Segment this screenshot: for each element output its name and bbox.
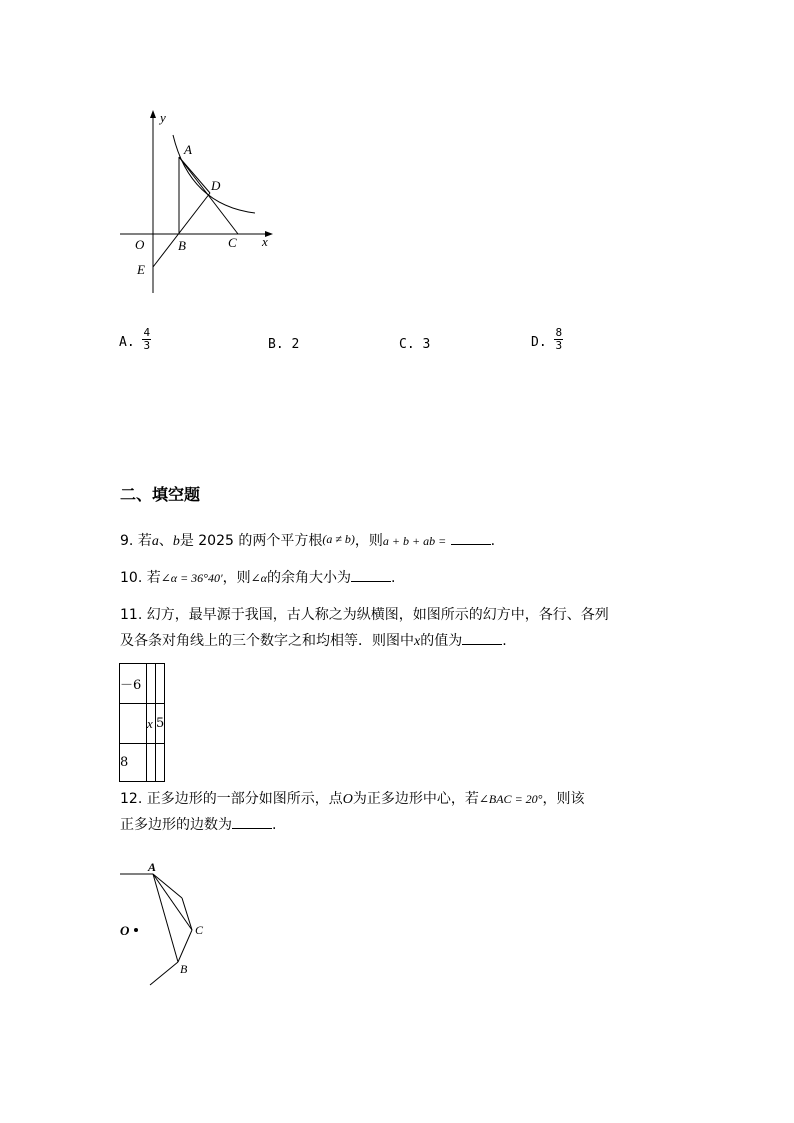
q12-number: 12. bbox=[120, 791, 143, 807]
q10-answer-blank[interactable] bbox=[351, 569, 391, 582]
magic-cell: 5 bbox=[156, 704, 165, 744]
label-B: B bbox=[180, 962, 188, 976]
magic-square bbox=[119, 663, 165, 782]
q12-answer-blank[interactable] bbox=[232, 816, 272, 829]
q9-number: 9. bbox=[120, 533, 134, 549]
polygon-edge bbox=[150, 962, 178, 985]
option-a-fraction: $\frac{4}{3}$ bbox=[143, 326, 151, 352]
magic-cell bbox=[147, 744, 156, 782]
q11-answer-blank[interactable] bbox=[462, 632, 502, 645]
coordinate-figure bbox=[110, 105, 290, 300]
segment-AC bbox=[153, 874, 192, 930]
option-d-label: D. bbox=[531, 335, 547, 350]
label-y: y bbox=[160, 110, 166, 125]
label-C: C bbox=[195, 923, 204, 937]
label-x: x bbox=[262, 234, 268, 249]
question-9: 9. 若a、b是 2025 的两个平方根(a ≠ b)，则a + b + ab = . bbox=[120, 532, 496, 549]
y-axis-arrow bbox=[150, 110, 156, 118]
label-A: A bbox=[184, 142, 192, 157]
label-E: E bbox=[137, 262, 145, 277]
magic-cell bbox=[120, 704, 147, 744]
q11-number: 11. bbox=[120, 607, 143, 623]
segment-AB bbox=[153, 874, 178, 962]
section-title: 二、填空题 bbox=[120, 485, 201, 504]
magic-cell bbox=[147, 664, 156, 704]
q9-condition: (a ≠ b) bbox=[322, 532, 355, 546]
label-B: B bbox=[178, 238, 186, 253]
option-d bbox=[531, 327, 563, 352]
label-A: A bbox=[148, 860, 157, 874]
question-12: 12. 正多边形的一部分如图所示，点O为正多边形中心，若∠BAC = 20°，则该 bbox=[120, 791, 585, 807]
label-C: C bbox=[228, 235, 237, 250]
option-a-label: A. bbox=[119, 335, 135, 350]
q11-line-1: 幻方，最早源于我国，古人称之为纵横图，如图所示的幻方中，各行、各列 bbox=[146, 607, 609, 623]
question-11-line-2: 及各条对角线上的三个数字之和均相等．则图中x的值为 . bbox=[120, 633, 507, 649]
segment-AD bbox=[179, 157, 210, 193]
label-D: D bbox=[211, 178, 221, 193]
magic-cell bbox=[156, 664, 165, 704]
magic-cell bbox=[156, 744, 165, 782]
option-c: C. 3 bbox=[399, 337, 431, 352]
q10-expression: ∠α = 36°40′ bbox=[160, 571, 223, 585]
polygon-figure bbox=[110, 858, 230, 993]
option-b: B. 2 bbox=[268, 337, 300, 352]
q9-answer-blank[interactable] bbox=[451, 532, 491, 545]
label-O: O bbox=[135, 237, 145, 252]
q12-expression: ∠BAC = 20° bbox=[478, 792, 543, 806]
polygon-edge bbox=[178, 930, 192, 962]
center-point-O bbox=[134, 928, 138, 932]
polygon-edge bbox=[182, 898, 192, 930]
magic-cell: 8 bbox=[120, 744, 147, 782]
question-10: 10. 若∠α = 36°40′，则∠α的余角大小为 . bbox=[120, 570, 396, 586]
magic-cell-x: x bbox=[147, 704, 156, 744]
option-d-fraction: $\frac{8}{3}$ bbox=[555, 326, 563, 352]
label-O: O bbox=[120, 923, 130, 938]
option-a bbox=[119, 327, 151, 352]
question-11 bbox=[120, 604, 609, 624]
q10-number: 10. bbox=[120, 570, 143, 586]
magic-cell: －6 bbox=[120, 664, 147, 704]
question-12-line-2: 正多边形的边数为 . bbox=[120, 817, 277, 833]
segment-ED bbox=[153, 193, 210, 267]
q9-expression: a + b + ab = bbox=[382, 534, 447, 548]
